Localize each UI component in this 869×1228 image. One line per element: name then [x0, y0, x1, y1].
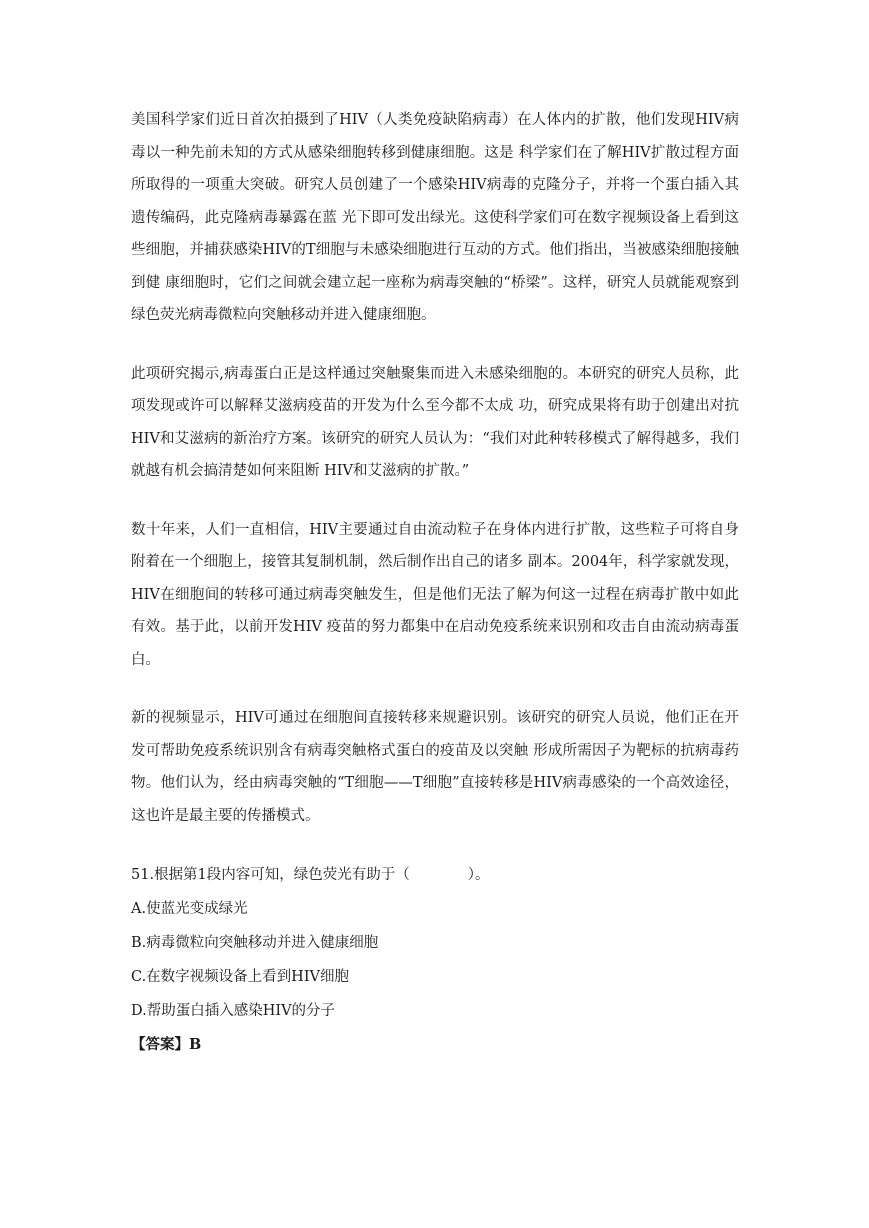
paragraph-4: 新的视频显示，HIV可通过在细胞间直接转移来规避识别。该研究的研究人员说，他们正在开发可帮助免疫系统识别含有病毒突触格式蛋白的疫苗及以突触 形成所需因子为靶标的抗病毒药物。他们认为，经由病毒突触的“T细胞——T细胞”直接转移是HIV病毒感染的一个高效途径，这也许是最主要的传播模式。 [131, 710, 739, 824]
answer-label: 【答案】 [131, 1036, 189, 1053]
paragraph-1: 美国科学家们近日首次拍摄到了HIV（人类免疫缺陷病毒）在人体内的扩散，他们发现HIV病毒以一种先前未知的方式从感染细胞转移到健康细胞。这是 科学家们在了解HIV扩散过程方面所取得的一项重大突破。研究人员创建了一个感染HIV病毒的克隆分子，并将一个蛋白插入其遗传编码，此克隆病毒暴露在蓝 光下即可发出绿光。这使科学家们可在数字视频设备上看到这些细胞，并捕获感染HIV的T细胞与未感染细胞进行互动的方式。他们指出，当被感染细胞接触到健 康细胞时，它们之间就会建立起一座称为病毒突触的“桥梁”。这样，研究人员就能观察到绿色荧光病毒微粒向突触移动并进入健康细胞。 [131, 112, 739, 323]
paragraph-3: 数十年来，人们一直相信，HIV主要通过自由流动粒子在身体内进行扩散，这些粒子可将自身附着在一个细胞上，接管其复制机制，然后制作出自己的诸多 副本。2004年，科学家就发现，HIV在细胞间的转移可通过病毒突触发生，但是他们无法了解为何这一过程在病毒扩散中如此有效。基于此，以前开发HIV 疫苗的努力都集中在启动免疫系统来识别和攻击自由流动病毒蛋白。 [131, 521, 739, 668]
option-d: D.帮助蛋白插入感染HIV的分子 [131, 1003, 336, 1019]
option-b: B.病毒微粒向突触移动并进入健康细胞 [131, 935, 379, 951]
answer-line [131, 1028, 739, 1062]
paragraph-2: 此项研究揭示,病毒蛋白正是这样通过突触聚集而进入未感染细胞的。本研究的研究人员称，此项发现或许可以解释艾滋病疫苗的开发为什么至今都不太成 功，研究成果将有助于创建出对抗HIV和艾滋病的新治疗方案。该研究的研究人员认为：“我们对此种转移模式了解得越多，我们就越有机会搞清楚如何来阻断 HIV和艾滋病的扩散。” [131, 365, 739, 479]
question-stem: 51.根据第1段内容可知，绿色荧光有助于（ ）。 [131, 867, 490, 883]
document-page [131, 104, 739, 1062]
option-c: C.在数字视频设备上看到HIV细胞 [131, 969, 350, 985]
answer-value: B [189, 1036, 202, 1053]
option-a: A.使蓝光变成绿光 [131, 901, 248, 917]
question-block [131, 858, 739, 1062]
